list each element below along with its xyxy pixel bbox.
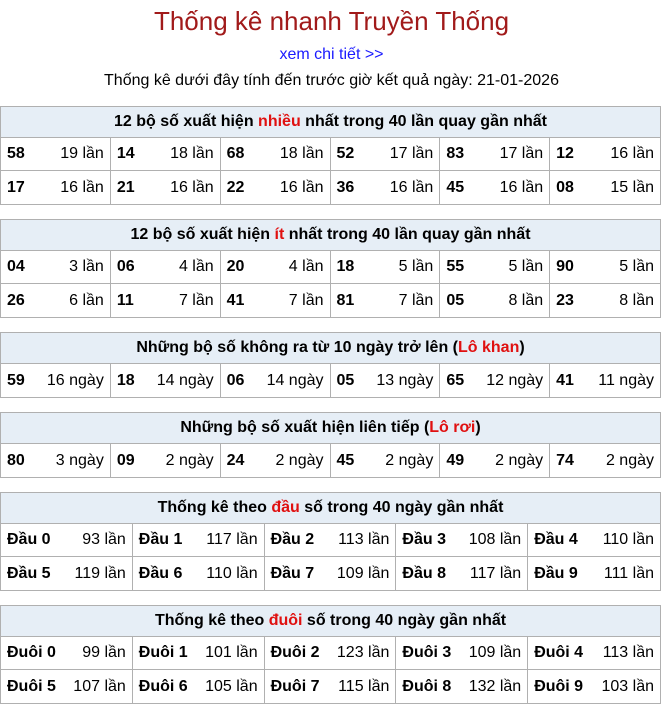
stat-cell [440, 444, 550, 477]
stat-count: 19 lần [60, 145, 104, 162]
stat-number: 20 [226, 258, 245, 275]
stat-number: 52 [336, 145, 355, 162]
stat-number: Đuôi 3 [402, 644, 452, 661]
stat-cell [1, 171, 111, 204]
stat-count: 16 lần [389, 178, 434, 196]
stat-cell [331, 171, 441, 204]
stat-cell [331, 138, 441, 171]
stat-count: 4 lần [178, 258, 214, 275]
stat-cell [133, 637, 265, 670]
stat-number: 55 [446, 258, 465, 275]
stat-count: 18 lần [170, 145, 214, 162]
view-details-link[interactable]: xem chi tiết >> [279, 46, 384, 63]
stat-cell [440, 284, 550, 317]
stat-number: 14 [116, 145, 135, 162]
stat-count: 108 lần [468, 531, 522, 548]
stat-number: 05 [336, 371, 355, 389]
stat-number: 11 [116, 291, 134, 309]
stat-cell [221, 251, 331, 284]
stat-cell [331, 284, 441, 317]
stat-number: 83 [446, 145, 465, 162]
stat-cell [111, 444, 221, 477]
stat-cell [265, 670, 397, 703]
stat-count: 7 lần [288, 291, 324, 309]
stat-count: 17 lần [389, 145, 434, 162]
stat-cell [331, 444, 441, 477]
stat-number: 68 [226, 145, 245, 162]
stat-number: 59 [7, 371, 25, 389]
stat-count: 15 lần [610, 178, 654, 196]
stat-count: 16 ngày [46, 371, 104, 389]
stat-count: 6 lần [69, 291, 104, 309]
stat-number: Đuôi 8 [402, 677, 452, 695]
stat-cell [550, 364, 660, 397]
stat-count: 13 ngày [376, 371, 434, 389]
stat-cell [331, 251, 441, 284]
stat-count: 105 lần [205, 677, 258, 695]
stat-count: 93 lần [82, 531, 126, 548]
stat-number: Đuôi 5 [7, 677, 56, 695]
date-line: Thống kê dưới đây tính đến trước giờ kết quả ngày: 21-01-2026 [104, 72, 559, 89]
stat-count: 5 lần [508, 258, 544, 275]
stat-cell [550, 251, 660, 284]
stat-number: Đầu 6 [138, 564, 183, 582]
stat-count: 16 lần [170, 178, 214, 196]
stat-count: 3 lần [69, 258, 104, 275]
stat-cell [440, 251, 550, 284]
stat-cell [550, 171, 660, 204]
stat-number: Đầu 5 [7, 564, 51, 582]
stat-count: 115 lần [338, 677, 390, 695]
lo-khan-section [0, 332, 661, 398]
stat-number: 05 [446, 291, 465, 309]
stat-number: 36 [336, 178, 355, 196]
dau-section [0, 492, 661, 591]
stat-number: Đuôi 1 [138, 644, 188, 661]
stat-number: 81 [336, 291, 355, 309]
stat-number: 17 [7, 178, 25, 196]
stat-number: 04 [7, 258, 25, 275]
stat-number: 12 [556, 145, 574, 162]
stat-count: 103 lần [601, 677, 654, 695]
stat-number: Đuôi 0 [7, 644, 56, 661]
stat-number: 18 [116, 371, 135, 389]
stat-number: 18 [336, 258, 355, 275]
stat-number: Đầu 2 [270, 531, 315, 548]
stat-cell [1, 637, 133, 670]
stat-count: 16 lần [60, 178, 104, 196]
section-title: Thống kê theo đuôi số trong 40 ngày gần nhất [1, 606, 660, 637]
stat-cell [111, 364, 221, 397]
stat-count: 2 ngày [605, 451, 654, 469]
stat-number: 21 [116, 178, 135, 196]
stat-cell [1, 670, 133, 703]
stat-cell [111, 138, 221, 171]
stat-count: 8 lần [508, 291, 544, 309]
stat-cell [1, 364, 111, 397]
stat-cell [1, 444, 111, 477]
stat-count: 17 lần [499, 145, 544, 162]
stat-number: Đầu 3 [402, 531, 446, 548]
stat-count: 117 lần [469, 564, 522, 582]
stat-cell [111, 251, 221, 284]
stat-cell [528, 524, 660, 557]
stat-number: 06 [116, 258, 135, 275]
stat-number: Đuôi 6 [138, 677, 188, 695]
stat-count: 7 lần [398, 291, 434, 309]
stat-number: 45 [446, 178, 465, 196]
stat-count: 110 lần [602, 531, 654, 548]
stat-cell [111, 284, 221, 317]
stat-count: 111 lần [603, 564, 654, 582]
stat-count: 11 ngày [598, 371, 654, 389]
stat-cell [396, 670, 528, 703]
stat-count: 117 lần [206, 531, 258, 548]
stat-cell [1, 284, 111, 317]
stat-cell [528, 637, 660, 670]
stat-number: Đầu 1 [138, 531, 183, 548]
stat-cell [133, 557, 265, 590]
stat-number: 26 [7, 291, 25, 309]
stat-cell [440, 364, 550, 397]
stat-number: 90 [556, 258, 574, 275]
stat-cell [221, 138, 331, 171]
stat-count: 2 ngày [495, 451, 544, 469]
stat-cell [1, 138, 111, 171]
stat-number: 65 [446, 371, 465, 389]
stat-number: Đầu 9 [534, 564, 578, 582]
stat-cell [1, 557, 133, 590]
stat-cell [550, 444, 660, 477]
stat-number: 58 [7, 145, 25, 162]
stat-number: 06 [226, 371, 245, 389]
stat-number: 49 [446, 451, 465, 469]
stat-cell [396, 524, 528, 557]
stat-cell [133, 524, 265, 557]
section-title: 12 bộ số xuất hiện nhiều nhất trong 40 lần quay gần nhất [1, 107, 660, 138]
page-title: Thống kê nhanh Truyền Thống [153, 6, 510, 36]
stat-number: Đuôi 2 [270, 644, 320, 661]
stat-count: 101 lần [205, 644, 258, 661]
stat-cell [221, 444, 331, 477]
stat-count: 4 lần [288, 258, 324, 275]
stat-count: 16 lần [610, 145, 654, 162]
stat-number: Đầu 8 [402, 564, 446, 582]
stat-count: 110 lần [206, 564, 258, 582]
stat-cell [221, 364, 331, 397]
stat-count: 14 ngày [156, 371, 214, 389]
stat-cell [111, 171, 221, 204]
stat-cell [265, 557, 397, 590]
section-title: Những bộ số không ra từ 10 ngày trở lên (Lô khan) [1, 333, 660, 364]
stat-count: 107 lần [73, 677, 126, 695]
stat-number: 08 [556, 178, 574, 196]
stat-cell [528, 557, 660, 590]
lo-roi-section [0, 412, 661, 478]
duoi-section [0, 605, 661, 704]
stat-cell [550, 138, 660, 171]
stat-number: 80 [7, 451, 25, 469]
stat-number: 45 [336, 451, 355, 469]
stat-count: 16 lần [499, 178, 544, 196]
stat-cell [221, 284, 331, 317]
stat-count: 132 lần [468, 677, 522, 695]
stat-cell [265, 637, 397, 670]
stat-cell [440, 138, 550, 171]
stat-number: 24 [226, 451, 245, 469]
stat-cell [331, 364, 441, 397]
stat-count: 113 lần [602, 644, 654, 661]
stat-count: 109 lần [468, 644, 522, 661]
stat-number: 74 [556, 451, 574, 469]
most-frequent-section [0, 106, 661, 205]
stat-count: 123 lần [336, 644, 390, 661]
stat-cell [265, 524, 397, 557]
stat-count: 14 ngày [266, 371, 324, 389]
section-title: Thống kê theo đầu số trong 40 ngày gần nhất [1, 493, 660, 524]
page-header [0, 0, 663, 91]
stat-count: 12 ngày [486, 371, 544, 389]
stat-number: Đầu 7 [270, 564, 315, 582]
stat-cell [221, 171, 331, 204]
stat-count: 2 ngày [385, 451, 434, 469]
stat-count: 18 lần [279, 145, 324, 162]
stat-count: 5 lần [619, 258, 654, 275]
least-frequent-section [0, 219, 661, 318]
stat-cell [440, 171, 550, 204]
stat-number: Đuôi 9 [534, 677, 584, 695]
stat-count: 16 lần [279, 178, 324, 196]
stat-count: 99 lần [82, 644, 126, 661]
stat-cell [133, 670, 265, 703]
stat-count: 8 lần [619, 291, 654, 309]
stat-count: 5 lần [398, 258, 434, 275]
stat-count: 119 lần [74, 564, 126, 582]
section-title: 12 bộ số xuất hiện ít nhất trong 40 lần quay gần nhất [1, 220, 660, 251]
stat-number: 23 [556, 291, 574, 309]
stat-count: 3 ngày [55, 451, 104, 469]
stat-number: Đầu 0 [7, 531, 51, 548]
stat-count: 7 lần [178, 291, 214, 309]
section-title: Những bộ số xuất hiện liên tiếp (Lô rơi) [1, 413, 660, 444]
stat-number: 09 [116, 451, 135, 469]
stat-cell [1, 251, 111, 284]
stat-cell [550, 284, 660, 317]
stat-count: 2 ngày [275, 451, 324, 469]
stat-number: Đầu 4 [534, 531, 578, 548]
stat-number: 22 [226, 178, 245, 196]
stat-number: Đuôi 7 [270, 677, 320, 695]
stat-cell [396, 557, 528, 590]
stat-count: 2 ngày [165, 451, 214, 469]
stat-number: 41 [556, 371, 574, 389]
stat-cell [396, 637, 528, 670]
stat-count: 113 lần [338, 531, 390, 548]
stat-cell [1, 524, 133, 557]
stat-count: 109 lần [336, 564, 390, 582]
stat-number: Đuôi 4 [534, 644, 584, 661]
stat-number: 41 [226, 291, 245, 309]
stat-cell [528, 670, 660, 703]
